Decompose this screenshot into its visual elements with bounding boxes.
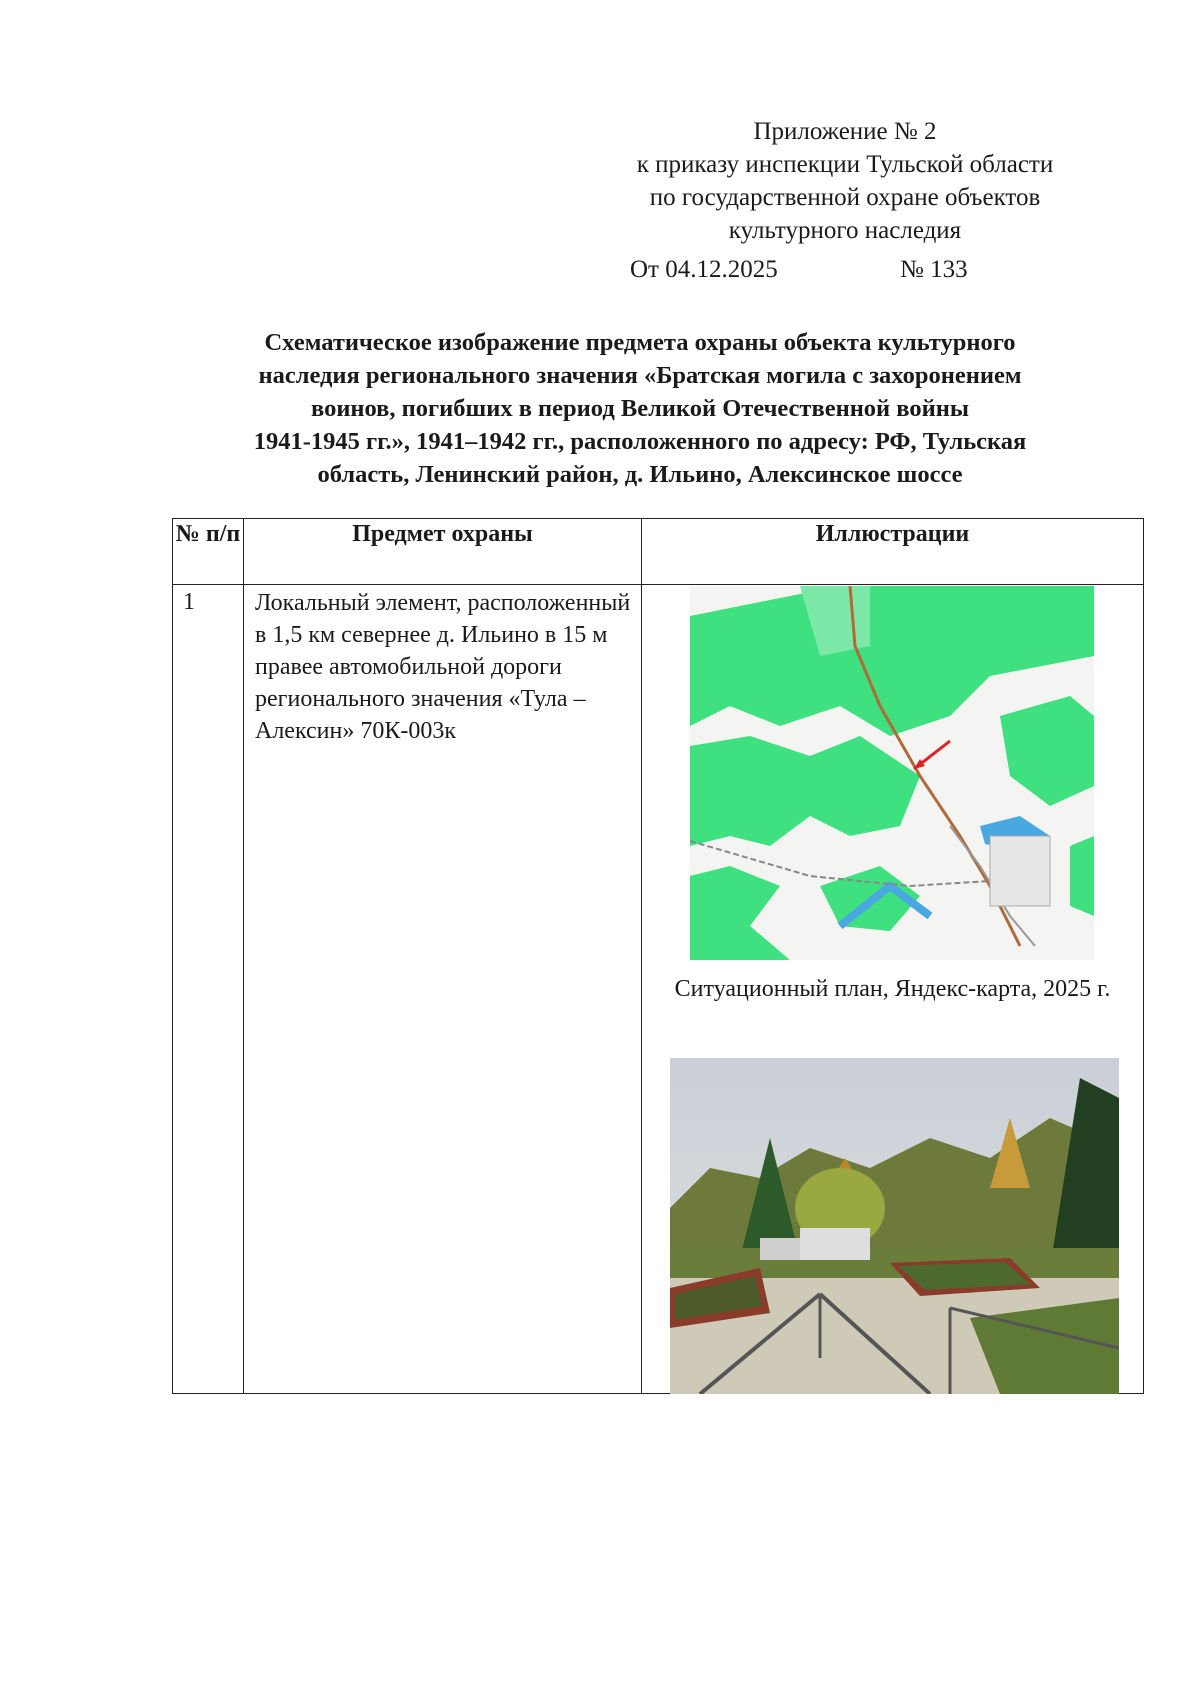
header-illustrations: Иллюстрации <box>642 519 1144 585</box>
appendix-line-3: культурного наследия <box>728 217 962 244</box>
document-title <box>170 326 1110 491</box>
title-line-5: область, Ленинский район, д. Ильино, Алексинское шоссе <box>317 461 963 488</box>
appendix-line-2: по государственной охране объектов <box>649 184 1041 211</box>
table-header-row <box>173 519 1144 585</box>
table-row <box>173 585 1144 1394</box>
title-line-1: Схематическое изображение предмета охраны объекта культурного <box>264 329 1016 356</box>
order-date: От 04.12.2025 <box>630 256 778 283</box>
appendix-line-1: к приказу инспекции Тульской области <box>636 151 1054 178</box>
memorial-photo <box>670 1058 1119 1394</box>
order-number: № 133 <box>900 256 968 283</box>
map-caption: Ситуационный план, Яндекс-карта, 2025 г. <box>674 976 1111 1002</box>
title-line-2: наследия регионального значения «Братская могила с захоронением <box>258 362 1022 389</box>
situation-map <box>690 586 1094 960</box>
protection-table <box>172 518 1144 1394</box>
row-illustrations <box>642 585 1144 1394</box>
appendix-label: Приложение № 2 <box>753 118 937 145</box>
title-line-3: воинов, погибших в период Великой Отечественной войны <box>311 395 969 422</box>
title-line-4: 1941-1945 гг.», 1941–1942 гг., расположенного по адресу: РФ, Тульская <box>253 428 1027 455</box>
header-subject: Предмет охраны <box>244 519 642 585</box>
row-subject: Локальный элемент, расположенный в 1,5 км севернее д. Ильино в 15 м правее автомобильной дороги регионального значения «Тула – Алексин» 70К-003к <box>244 585 642 1394</box>
row-number: 1 <box>173 585 244 1394</box>
header-num: № п/п <box>173 519 244 585</box>
appendix-header <box>600 115 1090 247</box>
